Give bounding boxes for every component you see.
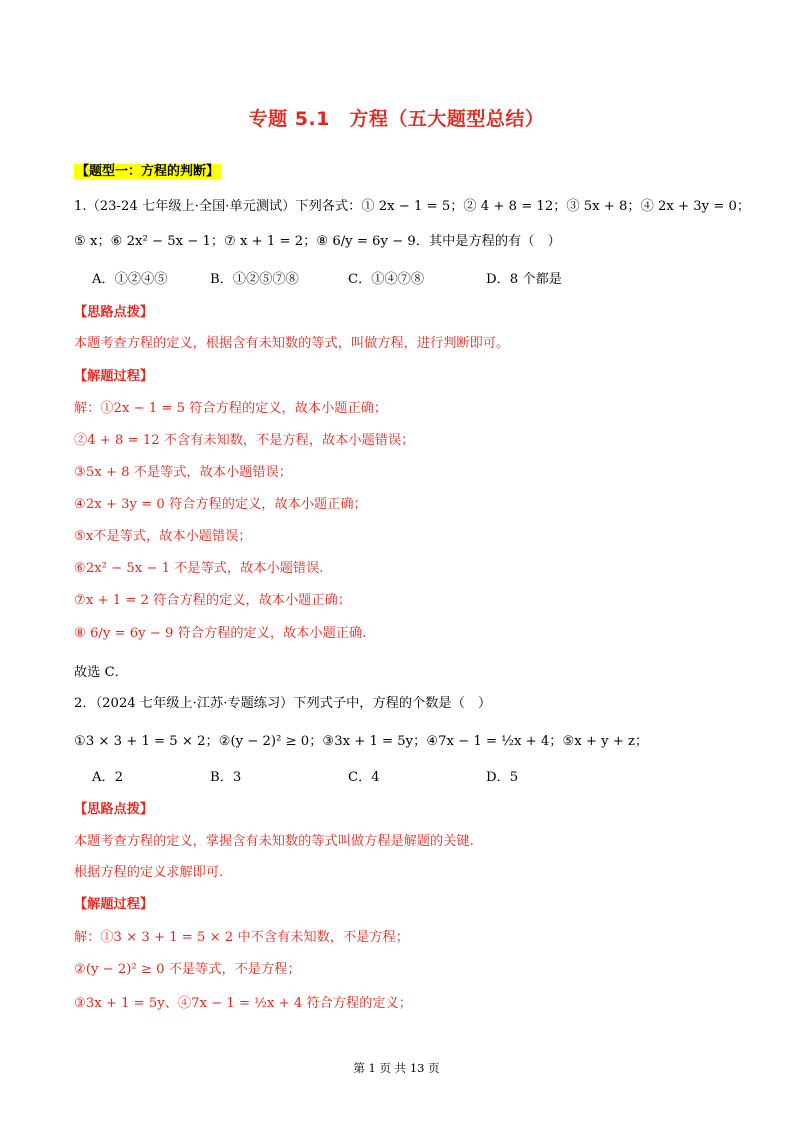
q2-solution-step: ③3x + 1 = 5y、④7x − 1 = ½x + 4 符合方程的定义； bbox=[74, 996, 412, 1011]
q1-stem-line2: ⑤ x；⑥ 2x² − 5x − 1；⑦ x + 1 = 2；⑧ 6/y = 6y − 9．其中是方程的有（ ） bbox=[74, 234, 561, 249]
q2-option-d: D．5 bbox=[486, 770, 519, 785]
q1-solution-step: ⑦x + 1 = 2 符合方程的定义，故本小题正确； bbox=[74, 593, 351, 608]
q2-hint-line1: 本题考查方程的定义，掌握含有未知数的等式叫做方程是解题的关键. bbox=[74, 834, 474, 849]
q1-solution-step: ⑥2x² − 5x − 1 不是等式，故本小题错误. bbox=[74, 561, 324, 576]
q1-solution-label: 【解题过程】 bbox=[74, 369, 154, 384]
q1-stem-line1: 1.（23-24 七年级上·全国·单元测试）下列各式：① 2x − 1 = 5；② 4 + 8 = 12；③ 5x + 8；④ 2x + 3y = 0； bbox=[74, 199, 751, 214]
section-tag-label: 【题型一：方程的判断】 bbox=[76, 164, 220, 179]
q2-hint-line2: 根据方程的定义求解即可. bbox=[74, 865, 224, 880]
q2-hint-label: 【思路点拨】 bbox=[74, 802, 154, 817]
q2-stem-line1: 2．（2024 七年级上·江苏·专题练习）下列式子中，方程的个数是（ ） bbox=[74, 696, 492, 711]
page-title: 专题 5.1 方程（五大题型总结） bbox=[248, 108, 545, 130]
q1-option-c: C．①④⑦⑧ bbox=[348, 272, 425, 287]
q1-solution-step: ⑧ 6/y = 6y − 9 符合方程的定义，故本小题正确. bbox=[74, 626, 367, 641]
q1-solution-step: ③5x + 8 不是等式，故本小题错误； bbox=[74, 465, 292, 480]
section-tag bbox=[74, 162, 221, 182]
q1-solution-step: ⑤x不是等式，故本小题错误； bbox=[74, 529, 252, 544]
q1-solution-step: 解：①2x − 1 = 5 符合方程的定义，故本小题正确； bbox=[74, 401, 388, 416]
page-footer: 第 1 页 共 13 页 bbox=[353, 1061, 440, 1075]
q2-stem-line2: ①3 × 3 + 1 = 5 × 2；②(y − 2)² ≥ 0；③3x + 1 = 5y；④7x − 1 = ½x + 4；⑤x + y + z； bbox=[74, 734, 649, 749]
q2-option-b: B．3 bbox=[210, 770, 242, 785]
q1-hint: 本题考查方程的定义，根据含有未知数的等式，叫做方程，进行判断即可。 bbox=[74, 336, 510, 351]
q1-solution-step: ④2x + 3y = 0 符合方程的定义，故本小题正确； bbox=[74, 497, 367, 512]
q1-option-d: D．8 个都是 bbox=[486, 272, 562, 287]
q1-option-a: A．①②④⑤ bbox=[92, 272, 168, 287]
q2-option-a: A．2 bbox=[92, 770, 124, 785]
q2-option-c: C．4 bbox=[348, 770, 380, 785]
q1-hint-label: 【思路点拨】 bbox=[74, 305, 154, 320]
q1-answer: 故选 C． bbox=[74, 665, 128, 680]
q2-solution-step: ②(y − 2)² ≥ 0 不是等式，不是方程； bbox=[74, 962, 301, 977]
q1-option-b: B．①②⑤⑦⑧ bbox=[210, 272, 299, 287]
q2-solution-label: 【解题过程】 bbox=[74, 897, 154, 912]
q2-solution-step: 解：①3 × 3 + 1 = 5 × 2 中不含有未知数，不是方程； bbox=[74, 930, 409, 945]
q1-solution-step: ②4 + 8 = 12 不含有未知数，不是方程，故本小题错误； bbox=[74, 433, 415, 448]
